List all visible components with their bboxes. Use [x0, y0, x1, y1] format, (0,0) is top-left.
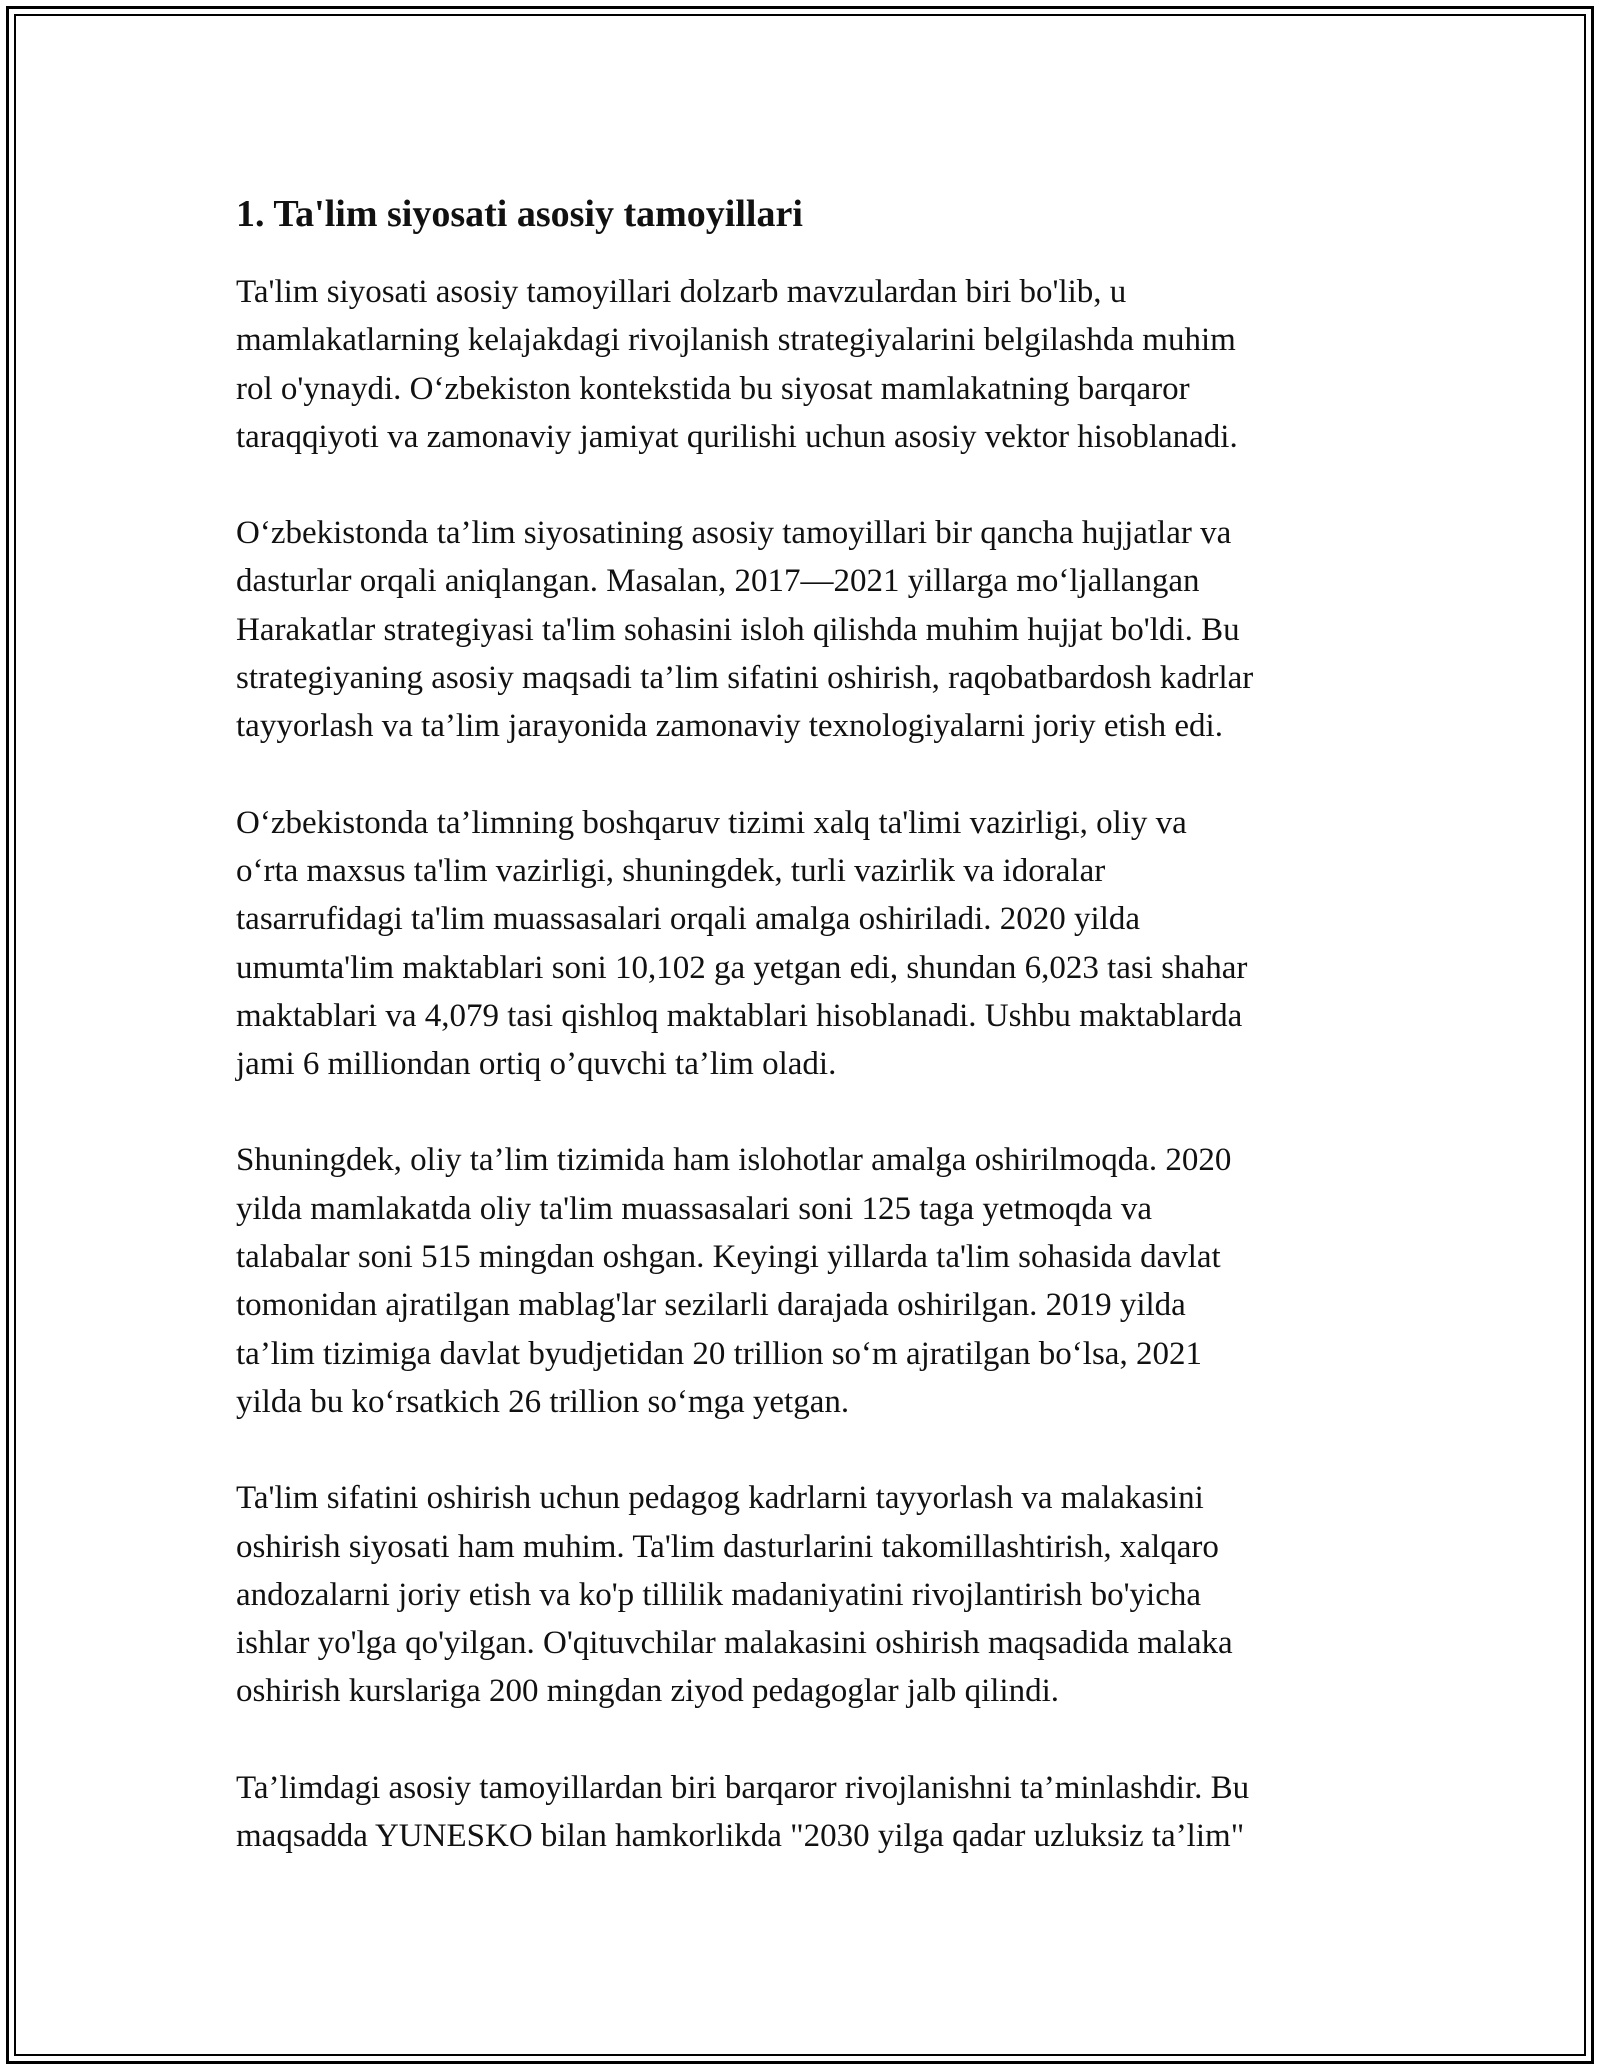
document-body: [236, 186, 1416, 1908]
text-line: tasarrufidagi ta'lim muassasalari orqali amalga oshiriladi. 2020 yilda: [236, 901, 1141, 938]
text-line: rol o'ynaydi. O‘zbekiston kontekstida bu siyosat mamlakatning barqaror: [236, 370, 1190, 407]
text-line: umumta'lim maktablari soni 10,102 ga yetgan edi, shundan 6,023 tasi shahar: [236, 949, 1248, 986]
text-line: maqsadda YUNESKO bilan hamkorlikda "2030 yilga qadar uzluksiz ta’lim": [236, 1818, 1245, 1855]
paragraph: [236, 509, 1416, 750]
text-line: yilda bu ko‘rsatkich 26 trillion so‘mga yetgan.: [236, 1383, 850, 1420]
paragraph: [236, 1136, 1416, 1426]
paragraph-list: [236, 268, 1416, 1860]
text-line: tomonidan ajratilgan mablag'lar sezilarli darajada oshirilgan. 2019 yilda: [236, 1287, 1186, 1324]
text-line: O‘zbekistonda ta’lim siyosatining asosiy tamoyillari bir qancha hujjatlar va: [236, 515, 1232, 552]
text-line: Harakatlar strategiyasi ta'lim sohasini isloh qilishda muhim hujjat bo'ldi. Bu: [236, 611, 1240, 648]
text-line: O‘zbekistonda ta’limning boshqaruv tizimi xalq ta'limi vazirligi, oliy va: [236, 804, 1187, 841]
text-line: ta’lim tizimiga davlat byudjetidan 20 trillion so‘m ajratilgan bo‘lsa, 2021: [236, 1335, 1202, 1372]
paragraph: [236, 268, 1416, 461]
text-line: ishlar yo'lga qo'yilgan. O'qituvchilar malakasini oshirish maqsadida malaka: [236, 1625, 1233, 1662]
text-line: strategiyaning asosiy maqsadi ta’lim sifatini oshirish, raqobatbardosh kadrlar: [236, 660, 1254, 697]
text-line: Ta'lim siyosati asosiy tamoyillari dolzarb mavzulardan biri bo'lib, u: [236, 274, 1127, 310]
text-line: jami 6 milliondan ortiq o’quvchi ta’lim oladi.: [236, 1046, 837, 1083]
text-line: mamlakatlarning kelajakdagi rivojlanish strategiyalarini belgilashda muhim: [236, 322, 1236, 359]
text-line: o‘rta maxsus ta'lim vazirligi, shuningdek, turli vazirlik va idoralar: [236, 852, 1106, 889]
paragraph: [236, 1474, 1416, 1715]
text-line: andozalarni joriy etish va ko'p tillilik madaniyatini rivojlantirish bo'yicha: [236, 1576, 1202, 1613]
text-line: talabalar soni 515 mingdan oshgan. Keyingi yillarda ta'lim sohasida davlat: [236, 1239, 1221, 1276]
text-line: yilda mamlakatda oliy ta'lim muassasalari soni 125 taga yetmoqda va: [236, 1190, 1152, 1227]
paragraph: [236, 1764, 1416, 1861]
text-line: tayyorlash va ta’lim jarayonida zamonaviy texnologiyalarni joriy etish edi.: [236, 708, 1223, 745]
text-line: dasturlar orqali aniqlangan. Masalan, 2017—2021 yillarga mo‘ljallangan: [236, 563, 1200, 600]
text-line: oshirish kurslariga 200 mingdan ziyod pedagoglar jalb qilindi.: [236, 1673, 1060, 1710]
paragraph: [236, 799, 1416, 1089]
text-line: oshirish siyosati ham muhim. Ta'lim dasturlarini takomillashtirish, xalqaro: [236, 1528, 1219, 1565]
section-heading: 1. Ta'lim siyosati asosiy tamoyillari: [236, 193, 803, 235]
text-line: Shuningdek, oliy ta’lim tizimida ham islohotlar amalga oshirilmoqda. 2020: [236, 1142, 1232, 1179]
text-line: Ta’limdagi asosiy tamoyillardan biri barqaror rivojlanishni ta’minlashdir. Bu: [236, 1769, 1250, 1806]
text-line: Ta'lim sifatini oshirish uchun pedagog kadrlarni tayyorlash va malakasini: [236, 1480, 1204, 1517]
text-line: taraqqiyoti va zamonaviy jamiyat qurilishi uchun asosiy vektor hisoblanadi.: [236, 418, 1238, 455]
text-line: maktablari va 4,079 tasi qishloq maktablari hisoblanadi. Ushbu maktablarda: [236, 997, 1243, 1034]
